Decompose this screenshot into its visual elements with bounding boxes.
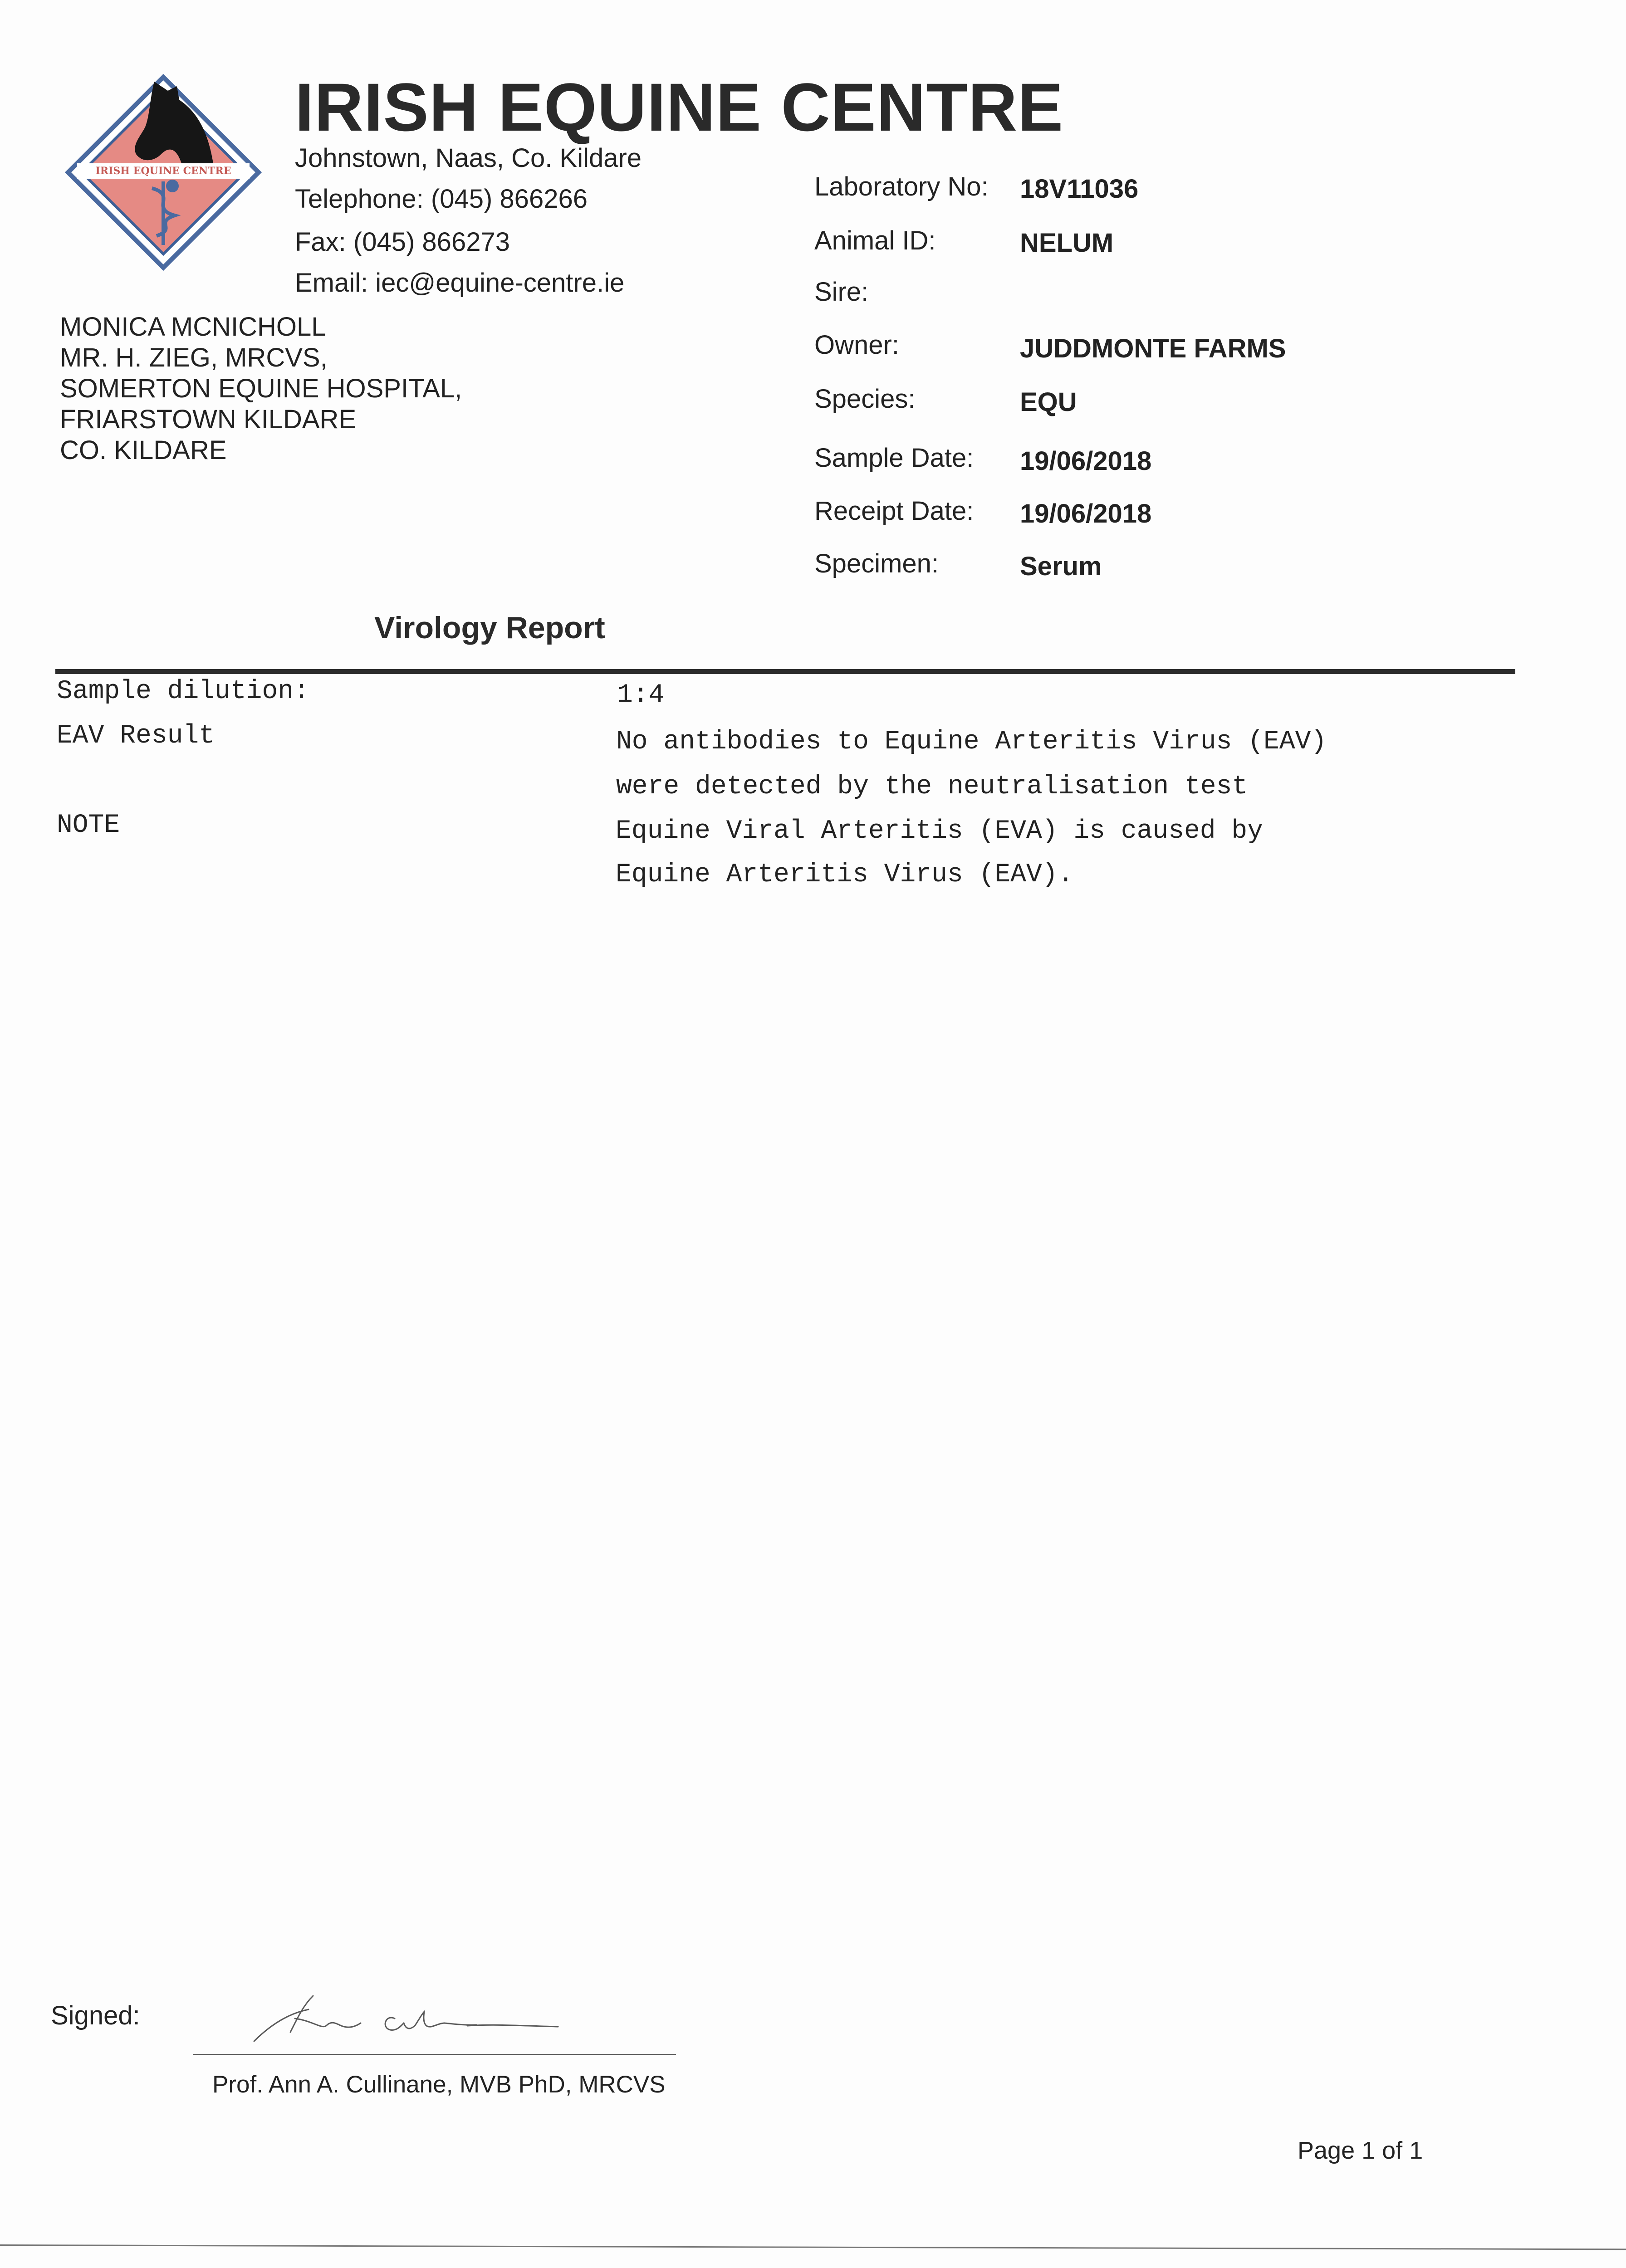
signature-line — [193, 2054, 676, 2055]
addressee-line: SOMERTON EQUINE HOSPITAL, — [60, 374, 462, 403]
lab-no-value: 18V11036 — [1020, 174, 1139, 204]
receipt-date-label: Receipt Date: — [814, 496, 974, 526]
specimen-value: Serum — [1020, 552, 1102, 581]
signed-label: Signed: — [51, 2001, 140, 2030]
addressee-line: FRIARSTOWN KILDARE — [60, 405, 357, 434]
species-label: Species: — [814, 384, 916, 414]
signatory-name: Prof. Ann A. Cullinane, MVB PhD, MRCVS — [212, 2071, 666, 2098]
organization-email: Email: iec@equine-centre.ie — [295, 268, 625, 298]
addressee-line: MONICA MCNICHOLL — [60, 312, 326, 342]
owner-value: JUDDMONTE FARMS — [1020, 334, 1286, 363]
organization-fax: Fax: (045) 866273 — [295, 227, 510, 257]
logo-text: IRISH EQUINE CENTRE — [95, 165, 231, 177]
sample-dilution-label: Sample dilution: — [57, 677, 309, 706]
sire-label: Sire: — [814, 277, 869, 307]
bottom-divider — [0, 2244, 1626, 2250]
note-line: Equine Viral Arteritis (EVA) is caused by — [616, 816, 1264, 846]
species-value: EQU — [1020, 387, 1077, 417]
sample-dilution-value: 1:4 — [617, 680, 665, 710]
sample-date-value: 19/06/2018 — [1020, 446, 1152, 476]
irish-equine-centre-logo — [64, 73, 263, 272]
animal-id-label: Animal ID: — [814, 226, 936, 255]
organization-telephone: Telephone: (045) 866266 — [295, 184, 588, 214]
eav-result-line: No antibodies to Equine Arteritis Virus (EAV) — [616, 727, 1327, 757]
eav-result-label: EAV Result — [57, 721, 215, 751]
handwritten-signature — [240, 1987, 594, 2055]
note-line: Equine Arteritis Virus (EAV). — [616, 860, 1074, 890]
addressee-line: MR. H. ZIEG, MRCVS, — [60, 343, 328, 372]
organization-name: IRISH EQUINE CENTRE — [295, 69, 1064, 145]
owner-label: Owner: — [814, 330, 899, 360]
note-label: NOTE — [57, 811, 120, 840]
organization-address: Johnstown, Naas, Co. Kildare — [295, 143, 642, 173]
report-title: Virology Report — [374, 611, 605, 645]
eav-result-line: were detected by the neutralisation test — [616, 772, 1248, 802]
sample-date-label: Sample Date: — [814, 443, 974, 473]
receipt-date-value: 19/06/2018 — [1020, 499, 1152, 528]
page-number: Page 1 of 1 — [1298, 2137, 1423, 2164]
lab-no-label: Laboratory No: — [814, 172, 989, 201]
animal-id-value: NELUM — [1020, 228, 1114, 258]
report-divider — [55, 669, 1515, 674]
addressee-line: CO. KILDARE — [60, 435, 227, 465]
specimen-label: Specimen: — [814, 549, 939, 578]
